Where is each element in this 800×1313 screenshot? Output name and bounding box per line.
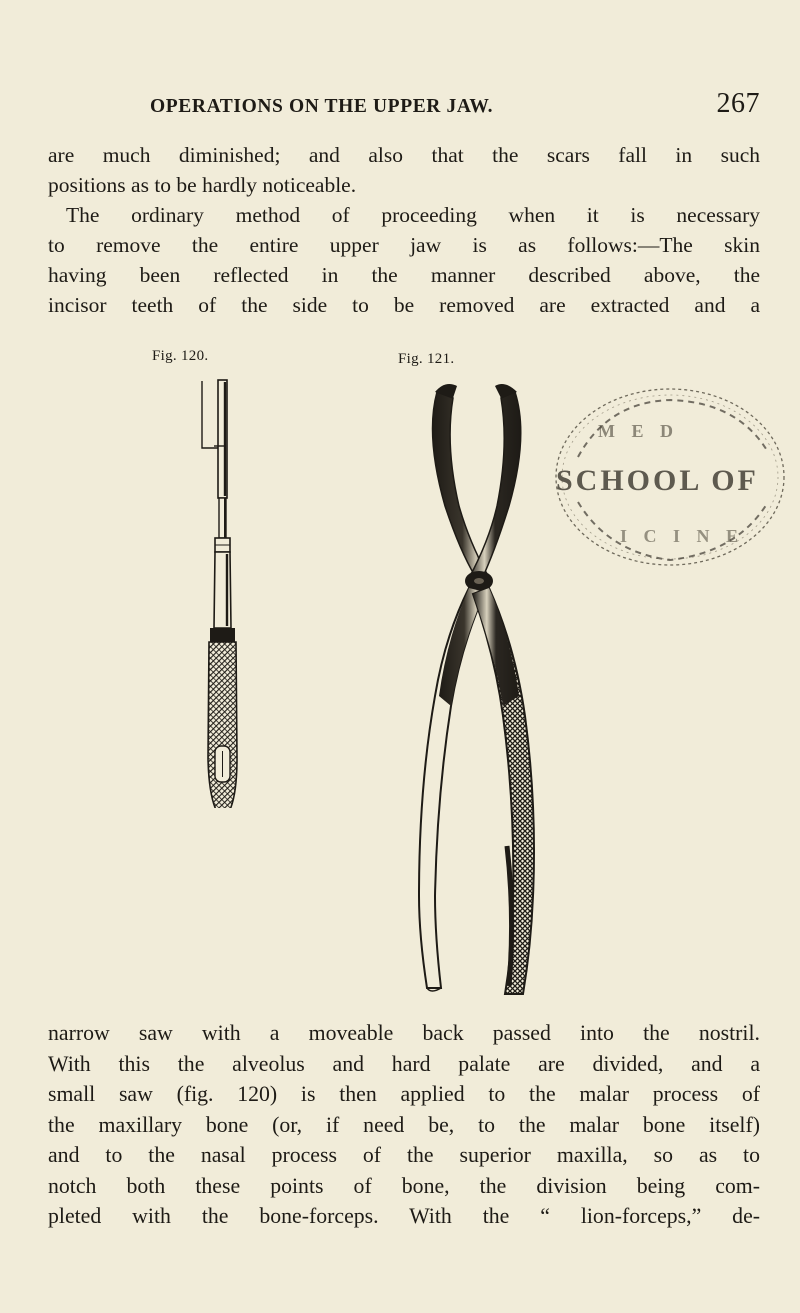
text-line: positions as to be hardly noticeable. <box>48 173 357 197</box>
page-number: 267 <box>716 88 760 119</box>
text-line: the maxillary bone (or, if need be, to the malar bone itself) <box>48 1112 760 1137</box>
running-head <box>48 88 760 126</box>
text-line: incisor teeth of the side to be removed are extracted and a <box>48 293 760 317</box>
figure-120-caption: Fig. 120. <box>152 348 209 364</box>
svg-text:M E D: M E D <box>598 421 679 441</box>
library-stamp <box>548 382 798 582</box>
narrow-saw-illustration <box>190 378 250 808</box>
paragraph-top <box>48 140 760 320</box>
text-line: small saw (fig. 120) is then applied to the malar process of <box>48 1082 760 1106</box>
text-line: having been reflected in the manner described above, the <box>48 263 760 287</box>
svg-text:I C I N E: I C I N E <box>620 526 745 546</box>
text-line: With this the alveolus and hard palate are divided, and a <box>48 1051 760 1076</box>
text-line: pleted with the bone-forceps. With the “ lion-forceps,” de- <box>48 1204 760 1228</box>
text-line: narrow saw with a moveable back passed into the nostril. <box>48 1021 760 1045</box>
running-title: OPERATIONS ON THE UPPER JAW. <box>150 96 494 117</box>
figure-121-caption: Fig. 121. <box>398 351 455 367</box>
text-line: and to the nasal process of the superior maxilla, so as to <box>48 1143 760 1167</box>
text-line: are much diminished; and also that the scars fall in such <box>48 143 760 167</box>
text-line: notch both these points of bone, the division being com- <box>48 1173 760 1198</box>
svg-text:SCHOOL OF: SCHOOL OF <box>556 464 759 497</box>
paragraph-bottom <box>48 1018 760 1232</box>
text-line: The ordinary method of proceeding when it is necessary <box>66 203 760 227</box>
text-line: to remove the entire upper jaw is as follows:—The skin <box>48 233 760 257</box>
lion-forceps-illustration <box>405 376 555 998</box>
